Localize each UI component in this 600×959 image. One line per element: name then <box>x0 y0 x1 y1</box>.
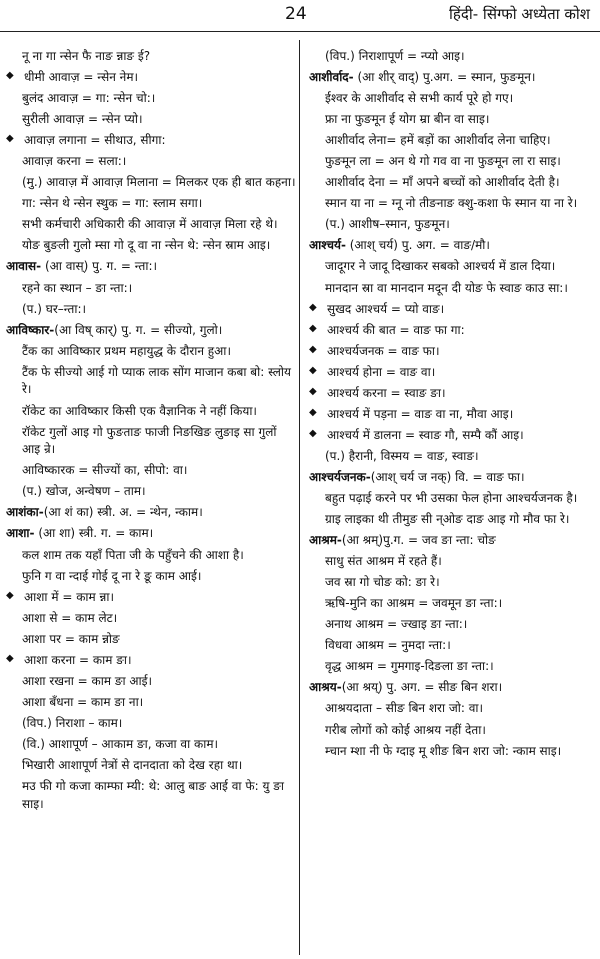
headword-definition: (आ शीर् वाद्) पु.अग. = स्मान, फुङमून। <box>353 70 536 85</box>
entry-line: आशा रखना = काम ङा आई। <box>22 673 153 688</box>
entry-line: सुरीली आवाज़ = न्सेन प्यो। <box>22 112 143 127</box>
entry-line: जादूगर ने जादू दिखाकर सबको आश्चर्य में डाल दिया। <box>325 259 556 274</box>
entry-line: (वि.) आशापूर्ण – आकाम ङा, कजा वा काम। <box>22 736 219 751</box>
entry-line: टैंक फे सीज्यो आई गो प्याक लाक सोंग माजान कबा बो: स्लोय रे। <box>22 364 291 397</box>
entry-line: (प.) आशीष–स्मान, फुङमून। <box>325 217 450 232</box>
dictionary-headword-entry <box>309 237 593 255</box>
entry-line: आशा से = काम लेट। <box>22 610 118 625</box>
headword: आश्चर्य- <box>309 238 346 253</box>
entry-line: आशा पर = काम न्नोङ <box>22 631 120 646</box>
entry-line: आवाज़ करना = सला:। <box>22 154 127 169</box>
entry-line: आशीर्वाद लेना= हमें बड़ों का आशीर्वाद लेना चाहिए। <box>325 133 551 148</box>
entry-line: भिखारी आशापूर्ण नेत्रों से दानदाता को देख रहा था। <box>22 758 243 772</box>
page-header <box>0 0 600 30</box>
headword-definition: (आ शं का) स्त्री. अ. = न्थेन, न्काम। <box>43 505 203 520</box>
entry-line: रॉकेट गुलों आइ गो फुङताङ फाजी निङखिङ लुङाइ सा गुलों आइ न्रे। <box>22 424 277 457</box>
dictionary-headword-entry <box>309 532 593 550</box>
entry-line: विधवा आश्रम = नुमदा न्ता:। <box>325 638 451 653</box>
entry-line: बुलंद आवाज़ = गा: न्सेन चो:। <box>22 91 156 106</box>
left-column <box>6 48 296 817</box>
entry-line: रॉकेट का आविष्कार किसी एक वैज्ञानिक ने नहीं किया। <box>22 403 257 418</box>
entry-line: आशीर्वाद देना = माँ अपने बच्चों को आशीर्वाद देती है। <box>325 175 560 190</box>
entry-line: जव स्रा गो चोङ को: ङा रे। <box>325 575 440 590</box>
bulleted-phrase: ◆ आश्चर्य में डालना = स्वाङ गौ, सम्पै कौं आइ। <box>309 427 593 445</box>
entry-line: ईश्वर के आशीर्वाद से सभी कार्य पूरे हो गए। <box>325 91 514 106</box>
entry-line: ऋषि-मुनि का आश्रम = जवमून ङा न्ता:। <box>325 596 503 611</box>
entry-line: कल शाम तक यहाँ पिता जी के पहुँचने की आशा है। <box>22 547 244 562</box>
entry-line: टैंक का आविष्कार प्रथम महायुद्ध के दौरान हुआ। <box>22 343 231 358</box>
entry-line: फ्रा ना फुङमून ई योग म्रा बीन वा साइ। <box>325 112 490 127</box>
headword-definition: (आश् चर्य ज नक्) वि. = वाङ फा। <box>370 469 525 484</box>
entry-line: स्मान या ना = ग्नू नो तीङनाङ क्शु-कशा फे स्मान या ना रे। <box>325 196 578 211</box>
headword-definition: (आश् चर्य) पु. अग. = वाङ/मौ। <box>345 238 490 253</box>
column-divider <box>299 40 300 955</box>
headword: आशीर्वाद- <box>309 70 354 85</box>
bulleted-phrase: ◆ आश्चर्य करना = स्वाङ ङा। <box>309 385 593 403</box>
entry-line: फुनि ग वा न्दाई गोई दू ना रे ङू काम आई। <box>22 568 202 583</box>
dictionary-headword-entry <box>6 525 296 543</box>
entry-line: अनाथ आश्रम = ज्खाइ ङा न्ता:। <box>325 617 468 632</box>
dictionary-headword-entry <box>6 322 296 340</box>
bulleted-phrase: ◆ धीमी आवाज़ = न्सेन नेम। <box>6 69 296 87</box>
entry-line: म्चान म्शा नी फे ग्दाइ मू शीङ बिन शरा जो: न्काम साइ। <box>325 743 562 758</box>
headword-definition: (आ श्रय्) पु. अग. = सीङ बिन शरा। <box>341 680 503 695</box>
dictionary-headword-entry <box>6 258 296 276</box>
headword-definition: (आ श्रम्)पु.ग. = जव ङा न्ता: चोङ <box>341 533 496 548</box>
entry-line: (मु.) आवाज़ में आवाज़ मिलाना = मिलकर एक ही बात कहना। <box>22 175 296 190</box>
headword: आवास- <box>6 259 42 274</box>
entry-line: आश्रयदाता – सीङ बिन शरा जो: वा। <box>325 701 484 716</box>
dictionary-headword-entry <box>309 679 593 697</box>
entry-line: (विप.) निराशापूर्ण = न्प्यो आइ। <box>325 49 465 63</box>
entry-line: मउ फी गो कजा काम्फा म्यी: थे: आलु बाङ आई वा फे: यु ङा साइ। <box>22 779 284 811</box>
bulleted-phrase: ◆ आश्चर्य होना = वाङ वा। <box>309 364 593 382</box>
entry-line: साधु संत आश्रम में रहते हैं। <box>325 554 442 569</box>
headword: आश्चर्यजनक- <box>309 469 371 484</box>
entry-line: नू ना गा न्सेन फै नाङ न्नाङ ई? <box>22 49 151 63</box>
running-title: हिंदी- सिंग्फो अध्येता कोश <box>449 5 590 23</box>
bulleted-phrase: ◆ सुखद आश्चर्य = प्यो वाङ। <box>309 301 593 319</box>
entry-line: बहुत पढ़ाई करने पर भी उसका फेल होना आश्चर्यजनक है। <box>325 490 578 505</box>
bulleted-phrase: ◆ आश्चर्यजनक = वाङ फा। <box>309 343 593 361</box>
headword: आशा- <box>6 526 35 541</box>
dictionary-headword-entry <box>309 69 593 87</box>
headword: आश्रय- <box>309 680 342 695</box>
entry-line: ग्राइ लाइका थी तीमुङ सी न्ओङ दाङ आइ गो मौव फा रे। <box>325 512 570 527</box>
bulleted-phrase: ◆ आश्चर्य में पड़ना = वाङ वा ना, मौवा आइ। <box>309 406 593 424</box>
bulleted-phrase: ◆ आशा करना = काम ङा। <box>6 652 296 670</box>
entry-line: (प.) हैरानी, विस्मय = वाङ, स्वाङ। <box>325 448 479 463</box>
bulleted-phrase: ◆ आश्चर्य की बात = वाङ फा गा: <box>309 322 593 340</box>
entry-line: वृद्ध आश्रम = गुमगाइ-दिङला ङा न्ता:। <box>325 659 494 674</box>
entry-line: आविष्कारक = सीज्यों का, सीपो: वा। <box>22 463 188 478</box>
headword-definition: (आ शा) स्त्री. ग. = काम। <box>34 526 154 541</box>
entry-line: गरीब लोगों को कोई आश्रय नहीं देता। <box>325 722 486 737</box>
headword: आश्रम- <box>309 533 342 548</box>
bulleted-phrase: ◆ आवाज़ लगाना = सीथाउ, सीगा: <box>6 132 296 150</box>
entry-line: योङ बुङली गुलो म्सा गो दू वा ना न्सेन थे: न्सेन स्राम आइ। <box>22 238 271 253</box>
entry-line: फुङमून ला = अन थे गो गव वा ना फुङमून ला रा साइ। <box>325 154 561 169</box>
headword-definition: (आ विष् कार्) पु. ग. = सीज्यो, गुलो। <box>54 322 223 337</box>
right-column <box>309 48 593 764</box>
dictionary-headword-entry <box>309 469 593 487</box>
headword-definition: (आ वास्) पु. ग. = न्ता:। <box>41 259 158 274</box>
entry-line: रहने का स्थान – ङा न्ता:। <box>22 280 133 295</box>
entry-line: (विप.) निराशा – काम। <box>22 715 123 730</box>
entry-line: मानदान स्रा वा मानदान मदून दी योङ फे स्वाङ काउ सा:। <box>325 280 568 295</box>
entry-line: सभी कर्मचारी अधिकारी की आवाज़ में आवाज़ मिला रहे थे। <box>22 217 278 232</box>
entry-line: (प.) घर–न्ता:। <box>22 301 87 316</box>
headword: आशंका- <box>6 505 44 520</box>
bulleted-phrase: ◆ आशा में = काम न्ना। <box>6 589 296 607</box>
entry-line: गा: न्सेन थे न्सेन स्थुक = गा: स्लाम सगा। <box>22 196 203 211</box>
header-rule <box>0 31 600 32</box>
entry-line: (प.) खोज, अन्वेषण – ताम। <box>22 484 146 499</box>
entry-line: आशा बँधना = काम ङा ना। <box>22 694 144 709</box>
headword: आविष्कार- <box>6 322 55 337</box>
dictionary-headword-entry <box>6 504 296 522</box>
page-number: 24 <box>285 4 307 24</box>
